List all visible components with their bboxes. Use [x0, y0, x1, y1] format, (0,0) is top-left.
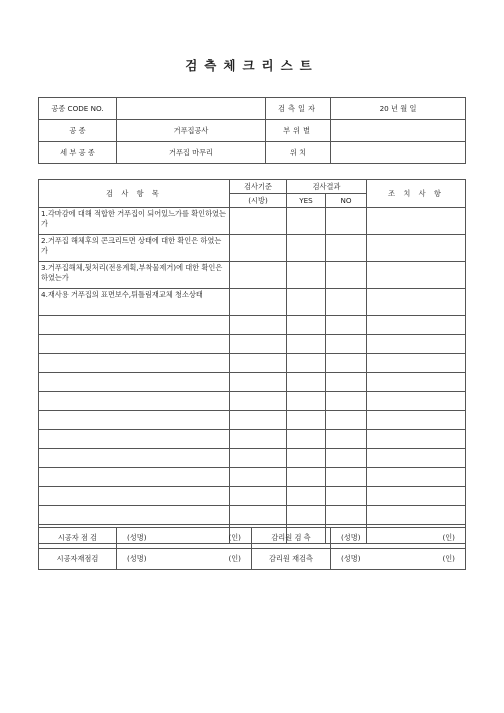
yes-cell[interactable]: [287, 468, 326, 487]
action-cell[interactable]: [367, 392, 466, 411]
check-item-cell[interactable]: [39, 430, 230, 449]
inspection-header-table: [38, 97, 466, 164]
checklist-table: [38, 179, 466, 544]
yes-cell[interactable]: [287, 208, 326, 235]
action-cell[interactable]: [367, 316, 466, 335]
check-item-cell[interactable]: [39, 373, 230, 392]
check-item-cell[interactable]: [39, 468, 230, 487]
part-value[interactable]: [331, 120, 466, 142]
part-label: 부위별: [266, 120, 331, 142]
check-item-text: 3.거푸집해체,뒷처리(전용계획,부착물제거)에 대한 확인은 하였는가: [39, 262, 230, 289]
check-item-cell[interactable]: [39, 506, 230, 525]
yes-cell[interactable]: [287, 430, 326, 449]
col-header-yes: YES: [287, 194, 326, 208]
contractor-recheck-label: 시공자재점검: [39, 549, 117, 570]
checklist-row: [39, 289, 466, 316]
checklist-row: [39, 208, 466, 235]
yes-cell[interactable]: [287, 316, 326, 335]
col-header-standard-sub: (시방): [230, 194, 287, 208]
check-item-text: 4.재사용 거푸집의 표면보수,튀틀림재교체 청소상태: [39, 289, 230, 316]
seal-placeholder: (인): [228, 554, 241, 564]
work-code-value[interactable]: [117, 98, 266, 120]
empty-row: [39, 468, 466, 487]
action-cell[interactable]: [367, 335, 466, 354]
work-type-value[interactable]: 거푸집공사: [117, 120, 266, 142]
col-header-result: 검사결과: [287, 180, 367, 194]
no-cell[interactable]: [326, 430, 367, 449]
standard-cell[interactable]: [230, 449, 287, 468]
checklist-row: [39, 235, 466, 262]
yes-cell[interactable]: [287, 411, 326, 430]
yes-cell[interactable]: [287, 262, 326, 289]
check-item-cell[interactable]: [39, 449, 230, 468]
standard-cell[interactable]: [230, 506, 287, 525]
action-cell[interactable]: [367, 262, 466, 289]
standard-cell[interactable]: [230, 354, 287, 373]
no-cell[interactable]: [326, 354, 367, 373]
inspection-date-label: 검측일자: [266, 98, 331, 120]
action-cell[interactable]: [367, 430, 466, 449]
action-cell[interactable]: [367, 506, 466, 525]
action-cell[interactable]: [367, 208, 466, 235]
no-cell[interactable]: [326, 468, 367, 487]
no-cell[interactable]: [326, 262, 367, 289]
col-header-no: NO: [326, 194, 367, 208]
yes-cell[interactable]: [287, 289, 326, 316]
empty-row: [39, 392, 466, 411]
yes-cell[interactable]: [287, 449, 326, 468]
empty-row: [39, 449, 466, 468]
standard-cell[interactable]: [230, 487, 287, 506]
yes-cell[interactable]: [287, 487, 326, 506]
action-cell[interactable]: [367, 289, 466, 316]
signature-row: [39, 528, 466, 549]
check-item-cell[interactable]: [39, 411, 230, 430]
standard-cell[interactable]: [230, 289, 287, 316]
standard-cell[interactable]: [230, 335, 287, 354]
yes-cell[interactable]: [287, 392, 326, 411]
standard-cell[interactable]: [230, 430, 287, 449]
check-item-text: 1.각마감에 대해 적합한 거푸집이 되어있느가를 확인하였는가: [39, 208, 230, 235]
empty-row: [39, 373, 466, 392]
standard-cell[interactable]: [230, 411, 287, 430]
yes-cell[interactable]: [287, 506, 326, 525]
standard-cell[interactable]: [230, 208, 287, 235]
supervisor-check-sign-field[interactable]: [331, 528, 466, 549]
empty-row: [39, 430, 466, 449]
name-placeholder: (성명): [127, 533, 147, 543]
standard-cell[interactable]: [230, 373, 287, 392]
seal-placeholder: (인): [442, 533, 455, 543]
no-cell[interactable]: [326, 411, 367, 430]
no-cell[interactable]: [326, 373, 367, 392]
yes-cell[interactable]: [287, 335, 326, 354]
no-cell[interactable]: [326, 335, 367, 354]
empty-row: [39, 335, 466, 354]
location-label: 위 치: [266, 142, 331, 164]
action-cell[interactable]: [367, 235, 466, 262]
action-cell[interactable]: [367, 487, 466, 506]
signature-row: [39, 549, 466, 570]
action-cell[interactable]: [367, 411, 466, 430]
check-item-cell[interactable]: [39, 354, 230, 373]
empty-row: [39, 487, 466, 506]
contractor-recheck-sign-field[interactable]: [117, 549, 252, 570]
col-header-standard: 검사기준: [230, 180, 287, 194]
action-cell[interactable]: [367, 354, 466, 373]
col-header-item: 검 사 항 목: [39, 180, 230, 208]
supervisor-recheck-sign-field[interactable]: [331, 549, 466, 570]
supervisor-recheck-label: 감리원 재검측: [252, 549, 331, 570]
checklist-header-row: [39, 180, 466, 194]
standard-cell[interactable]: [230, 235, 287, 262]
sub-work-type-label: 세 부 공 종: [39, 142, 117, 164]
no-cell[interactable]: [326, 392, 367, 411]
empty-row: [39, 411, 466, 430]
inspection-date-value[interactable]: 20 년 월 일: [331, 98, 466, 120]
no-cell[interactable]: [326, 208, 367, 235]
standard-cell[interactable]: [230, 392, 287, 411]
contractor-check-sign-field[interactable]: [117, 528, 252, 549]
empty-row: [39, 316, 466, 335]
no-cell[interactable]: [326, 316, 367, 335]
empty-row: [39, 354, 466, 373]
seal-placeholder: (인): [228, 533, 241, 543]
header-row: [39, 142, 466, 164]
col-header-action: 조 치 사 항: [367, 180, 466, 208]
name-placeholder: (성명): [127, 554, 147, 564]
header-row: [39, 98, 466, 120]
check-item-cell[interactable]: [39, 487, 230, 506]
yes-cell[interactable]: [287, 354, 326, 373]
header-row: [39, 120, 466, 142]
check-item-cell[interactable]: [39, 335, 230, 354]
check-item-text: 2.거푸집 해체후의 콘크리트면 상태에 대한 확인은 하였는가: [39, 235, 230, 262]
standard-cell[interactable]: [230, 468, 287, 487]
yes-cell[interactable]: [287, 235, 326, 262]
yes-cell[interactable]: [287, 373, 326, 392]
action-cell[interactable]: [367, 449, 466, 468]
empty-row: [39, 506, 466, 525]
contractor-check-label: 시공자 점 검: [39, 528, 117, 549]
work-type-label: 공 종: [39, 120, 117, 142]
sub-work-type-value[interactable]: 거푸집 마무리: [117, 142, 266, 164]
checklist-row: [39, 262, 466, 289]
no-cell[interactable]: [326, 235, 367, 262]
check-item-cell[interactable]: [39, 316, 230, 335]
location-value[interactable]: [331, 142, 466, 164]
no-cell[interactable]: [326, 487, 367, 506]
page-title: 검측체크리스트: [185, 58, 319, 73]
name-placeholder: (성명): [341, 554, 361, 564]
no-cell[interactable]: [326, 506, 367, 525]
standard-cell[interactable]: [230, 316, 287, 335]
action-cell[interactable]: [367, 468, 466, 487]
seal-placeholder: (인): [442, 554, 455, 564]
supervisor-check-label: 감리원 검 측: [252, 528, 331, 549]
no-cell[interactable]: [326, 449, 367, 468]
no-cell[interactable]: [326, 289, 367, 316]
action-cell[interactable]: [367, 373, 466, 392]
standard-cell[interactable]: [230, 262, 287, 289]
signature-table: [38, 527, 466, 570]
name-placeholder: (성명): [341, 533, 361, 543]
check-item-cell[interactable]: [39, 392, 230, 411]
work-code-label: 공종 CODE NO.: [39, 98, 117, 120]
